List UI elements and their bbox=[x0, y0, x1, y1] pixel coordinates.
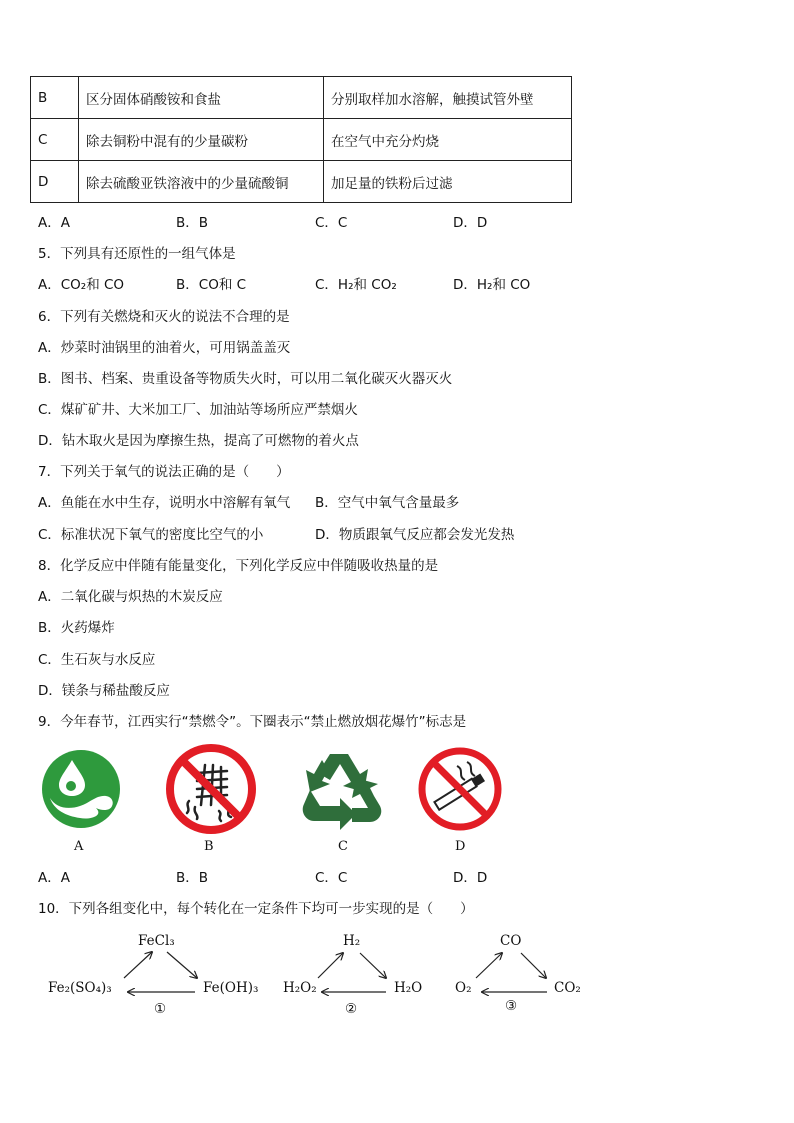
q7-choice-c: C．标准状况下氧气的密度比空气的小 bbox=[38, 527, 264, 543]
q6-choice-a: A．炒菜时油锅里的油着火，可用锅盖盖灭 bbox=[38, 340, 291, 356]
diagram1-right: Fe(OH)₃ bbox=[203, 980, 259, 996]
diagram2-right: H₂O bbox=[394, 980, 423, 996]
diagram3-left: O₂ bbox=[455, 980, 472, 996]
q6-choice-b: B．图书、档案、贵重设备等物质失火时，可以用二氧化碳灭火器灭火 bbox=[38, 371, 453, 387]
q8-choice-d: D．镁条与稀盐酸反应 bbox=[38, 683, 170, 699]
q5-stem: 5．下列具有还原性的一组气体是 bbox=[38, 246, 236, 262]
q9-stem: 9．今年春节，江西实行“禁燃令”。下圈表示“禁止燃放烟花爆竹”标志是 bbox=[38, 714, 467, 730]
q4-choice-d: D．D bbox=[453, 215, 488, 231]
diagram2-left: H₂O₂ bbox=[283, 980, 317, 996]
row-method: 在空气中充分灼烧 bbox=[324, 119, 572, 161]
q7-choice-a: A．鱼能在水中生存，说明水中溶解有氧气 bbox=[38, 495, 291, 511]
q10-stem: 10．下列各组变化中，每个转化在一定条件下均可一步实现的是（ ） bbox=[38, 901, 474, 917]
diagram1-top: FeCl₃ bbox=[138, 933, 175, 949]
q4-choice-c: C．C bbox=[315, 215, 348, 231]
q7-stem: 7．下列关于氧气的说法正确的是（ ） bbox=[38, 464, 290, 480]
row-purpose: 区分固体硝酸铵和食盐 bbox=[79, 77, 324, 119]
q6-choice-d: D．钻木取火是因为摩擦生热，提高了可燃物的着火点 bbox=[38, 433, 359, 449]
q9-choice-d: D．D bbox=[453, 870, 488, 886]
q4-choice-b: B．B bbox=[176, 215, 209, 231]
row-purpose: 除去铜粉中混有的少量碳粉 bbox=[79, 119, 324, 161]
icon-label-c: C bbox=[338, 839, 348, 854]
q6-stem: 6．下列有关燃烧和灭火的说法不合理的是 bbox=[38, 309, 290, 325]
icon-label-b: B bbox=[204, 839, 214, 854]
diagram1-number: ① bbox=[154, 1001, 167, 1017]
diagram2-number: ② bbox=[345, 1001, 358, 1017]
q6-choice-c: C．煤矿矿井、大米加工厂、加油站等场所应严禁烟火 bbox=[38, 402, 358, 418]
q5-choice-b: B．CO和 C bbox=[176, 277, 247, 293]
diagram2-top: H₂ bbox=[343, 933, 361, 949]
row-label: B bbox=[31, 77, 79, 119]
row-label: C bbox=[31, 119, 79, 161]
q9-choice-b: B．B bbox=[176, 870, 209, 886]
q8-choice-b: B．火药爆炸 bbox=[38, 620, 115, 636]
diagram3-right: CO₂ bbox=[554, 980, 581, 996]
q7-choice-d: D．物质跟氧气反应都会发光发热 bbox=[315, 527, 515, 543]
row-method: 加足量的铁粉后过滤 bbox=[324, 161, 572, 203]
row-label: D bbox=[31, 161, 79, 203]
q9-choice-a: A．A bbox=[38, 870, 70, 886]
row-method: 分别取样加水溶解，触摸试管外壁 bbox=[324, 77, 572, 119]
q5-choice-a: A．CO₂和 CO bbox=[38, 277, 125, 293]
q7-choice-b: B．空气中氧气含量最多 bbox=[315, 495, 460, 511]
row-purpose: 除去硫酸亚铁溶液中的少量硫酸铜 bbox=[79, 161, 324, 203]
icon-label-d: D bbox=[455, 839, 466, 854]
icon-label-a: A bbox=[74, 839, 84, 854]
diagram1-left: Fe₂(SO₄)₃ bbox=[48, 980, 112, 996]
q5-choice-c: C．H₂和 CO₂ bbox=[315, 277, 397, 293]
q8-choice-a: A．二氧化碳与炽热的木炭反应 bbox=[38, 589, 223, 605]
q8-stem: 8．化学反应中伴随有能量变化，下列化学反应中伴随吸收热量的是 bbox=[38, 558, 439, 574]
q4-choice-a: A．A bbox=[38, 215, 70, 231]
q9-choice-c: C．C bbox=[315, 870, 348, 886]
q5-choice-d: D．H₂和 CO bbox=[453, 277, 531, 293]
diagram3-number: ③ bbox=[505, 998, 518, 1014]
diagram3-top: CO bbox=[500, 933, 522, 949]
q8-choice-c: C．生石灰与水反应 bbox=[38, 652, 156, 668]
